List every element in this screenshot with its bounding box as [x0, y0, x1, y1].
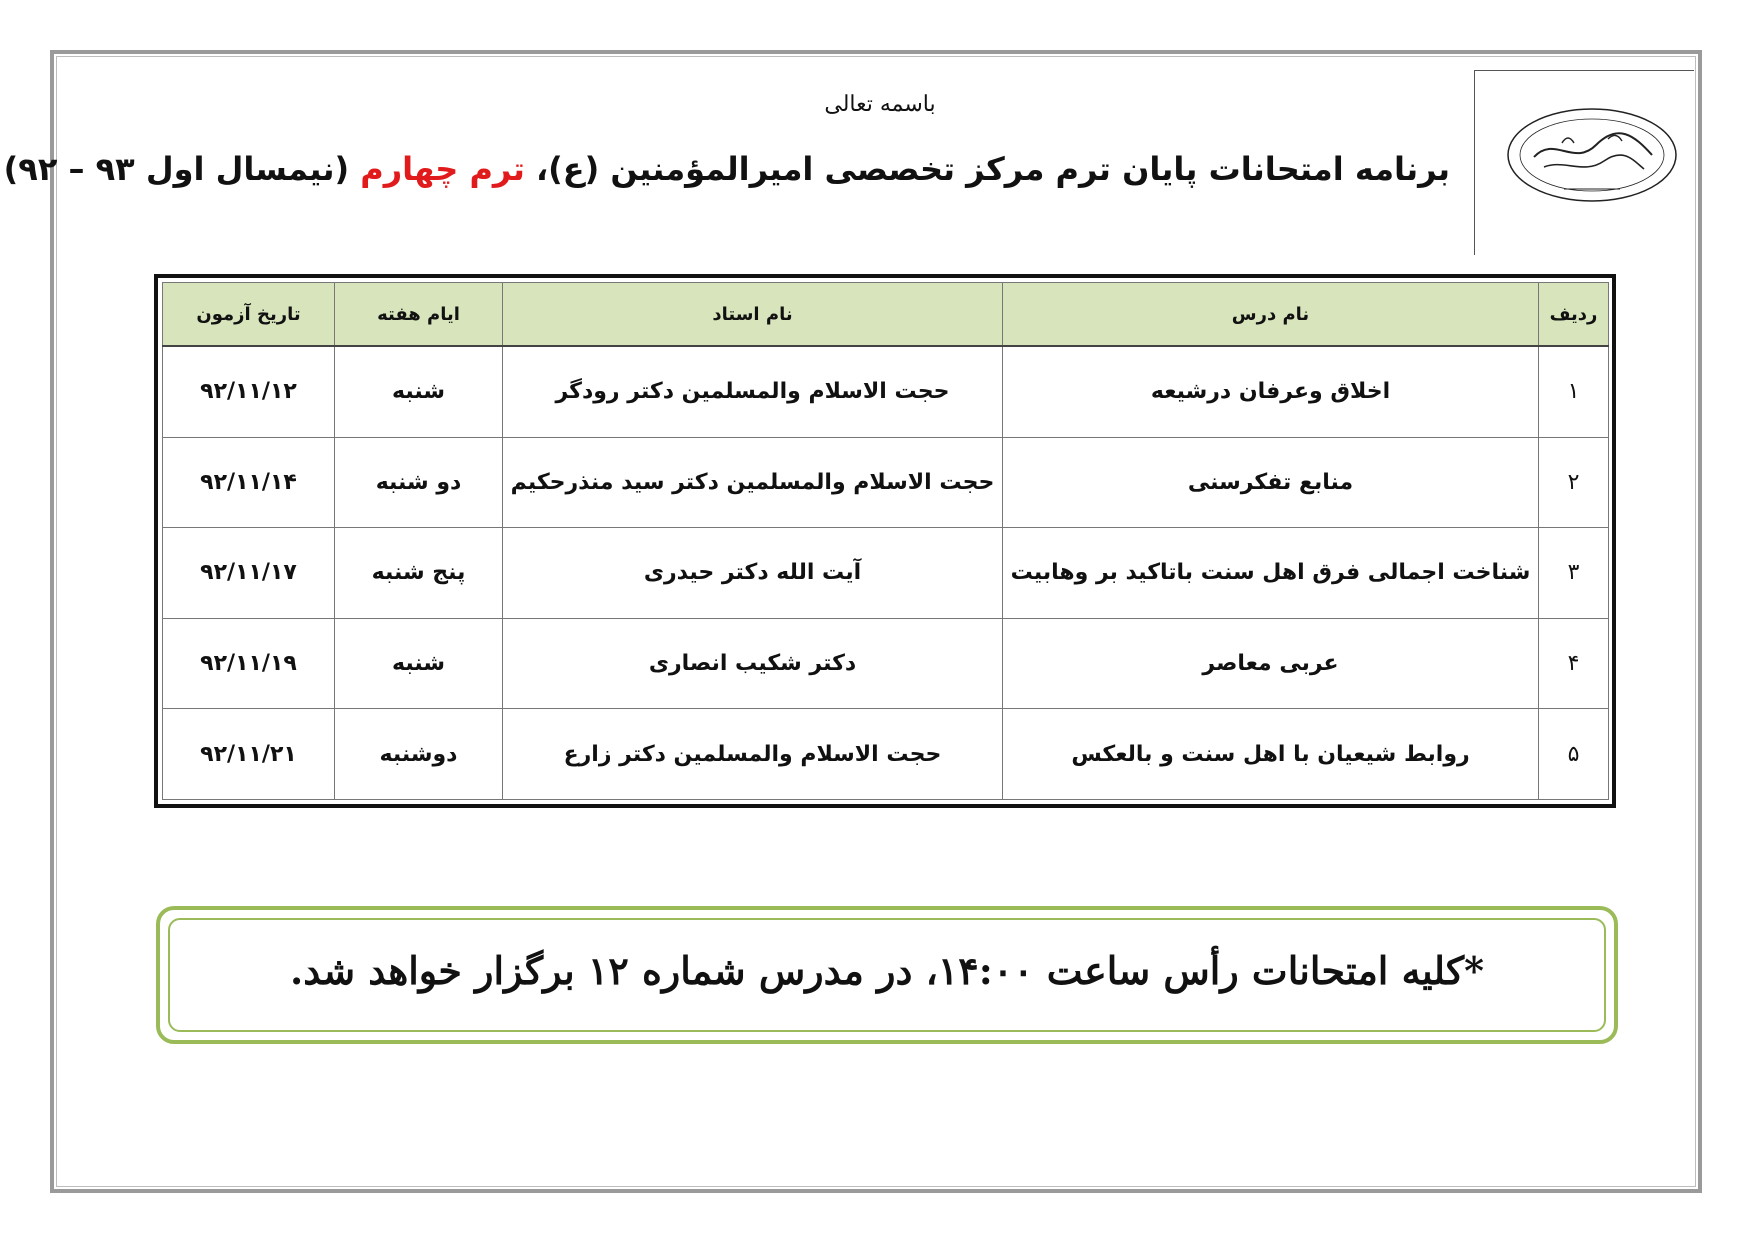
notice-box	[156, 906, 1618, 1044]
schedule-table	[162, 282, 1609, 800]
table-row	[163, 437, 1609, 528]
exam-date: ۹۲/۱۱/۱۴	[163, 437, 335, 528]
exam-day: دوشنبه	[335, 709, 503, 800]
exam-day: شنبه	[335, 346, 503, 437]
notice-text: *کلیه امتحانات رأس ساعت ۱۴:۰۰، در مدرس شماره ۱۲ برگزار خواهد شد.	[290, 948, 1484, 993]
course-name: روابط شیعیان با اهل سنت و بالعکس	[1003, 709, 1539, 800]
table-row	[163, 709, 1609, 800]
course-name: منابع تفکرسنی	[1003, 437, 1539, 528]
course-name: اخلاق وعرفان درشیعه	[1003, 346, 1539, 437]
table-header-row	[163, 283, 1609, 347]
exam-date: ۹۲/۱۱/۱۹	[163, 618, 335, 709]
title-term: ترم چهارم	[360, 150, 525, 188]
exam-day: پنج شنبه	[335, 528, 503, 619]
table-row	[163, 618, 1609, 709]
course-name: عربی معاصر	[1003, 618, 1539, 709]
title-main: برنامه امتحانات پایان ترم مرکز تخصصی امیرالمؤمنین (ع)،	[524, 150, 1450, 188]
header-teacher: نام استاد	[503, 283, 1003, 347]
teacher-name: حجت الاسلام والمسلمین دکتر رودگر	[503, 346, 1003, 437]
row-number: ۲	[1539, 437, 1609, 528]
exam-day: دو شنبه	[335, 437, 503, 528]
teacher-name: حجت الاسلام والمسلمین دکتر زارع	[503, 709, 1003, 800]
table-row	[163, 346, 1609, 437]
teacher-name: حجت الاسلام والمسلمین دکتر سید منذرحکیم	[503, 437, 1003, 528]
table-row	[163, 528, 1609, 619]
exam-date: ۹۲/۱۱/۱۲	[163, 346, 335, 437]
teacher-name: دکتر شکیب انصاری	[503, 618, 1003, 709]
row-number: ۴	[1539, 618, 1609, 709]
exam-date: ۹۲/۱۱/۲۱	[163, 709, 335, 800]
exam-day: شنبه	[335, 618, 503, 709]
row-number: ۱	[1539, 346, 1609, 437]
row-number: ۳	[1539, 528, 1609, 619]
course-name: شناخت اجمالی فرق اهل سنت باتاکید بر وهابیت	[1003, 528, 1539, 619]
center-seal-logo	[1504, 105, 1680, 205]
header-date: تاریخ آزمون	[163, 283, 335, 347]
exam-schedule-table	[154, 274, 1616, 808]
page-title	[3, 150, 1450, 188]
teacher-name: آیت الله دکتر حیدری	[503, 528, 1003, 619]
exam-date: ۹۲/۱۱/۱۷	[163, 528, 335, 619]
header-row-number: ردیف	[1539, 283, 1609, 347]
header-day: ایام هفته	[335, 283, 503, 347]
basmala: باسمه تعالی	[824, 92, 936, 117]
header-course: نام درس	[1003, 283, 1539, 347]
row-number: ۵	[1539, 709, 1609, 800]
title-semester: (نیمسال اول ۹۳ – ۹۲)	[3, 150, 361, 188]
